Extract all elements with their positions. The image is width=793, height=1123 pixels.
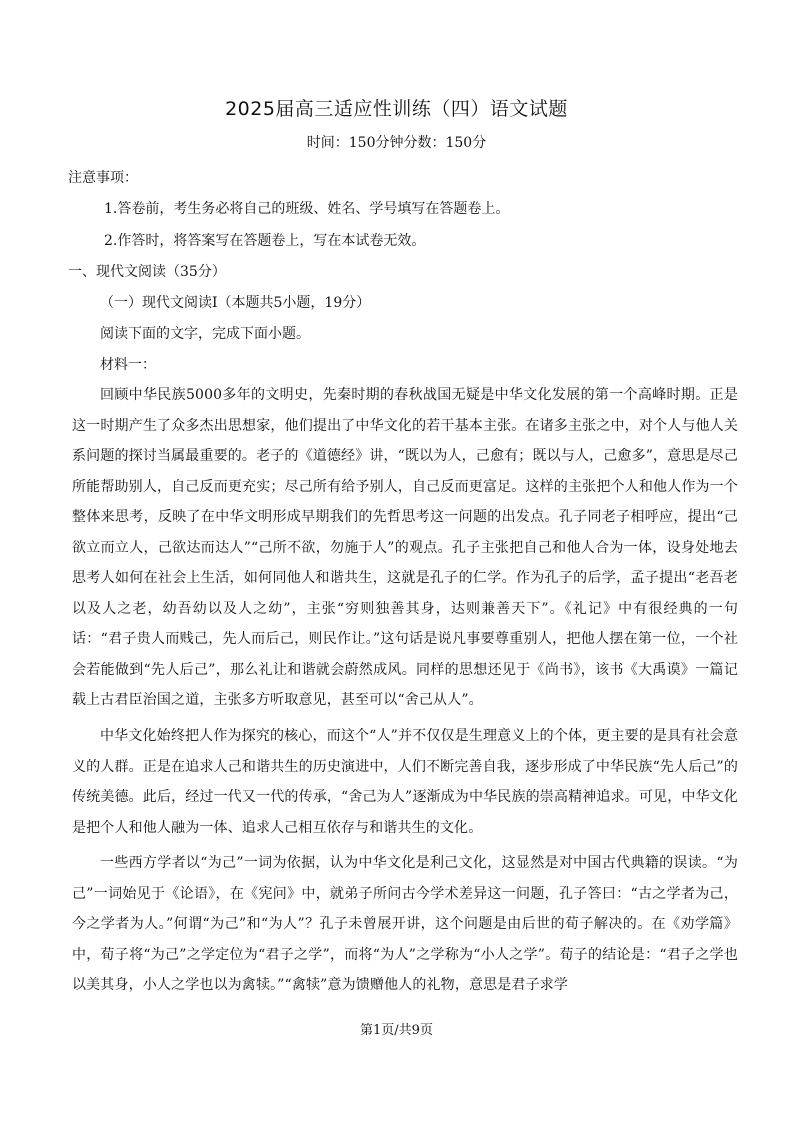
reading-instruction: 阅读下面的文字，完成下面小题。 xyxy=(100,326,310,342)
material-paragraph-3: 一些西方学者以“为己”一词为依据，认为中华文化是利己文化，这显然是对中国古代典籍的误读。“为己”一词始见于《论语》，在《宪问》中，就弟子所问古今学术差异这一问题，孔子答曰：“古之学者为己，今之学者为人。”何谓“为己”和“为人”？孔子未曾展开讲，这个问题是由后世的荀子解决的。在《劝学篇》中，荀子将“为己”之学定位为“君子之学”，而将“为人”之学称为“小人之学”。荀子的结论是：“君子之学也以美其身，小人之学也以为禽犊。”“禽犊”意为馈赠他人的礼物，意思是君子求学 xyxy=(72,855,738,993)
notice-heading: 注意事项： xyxy=(68,170,138,186)
material-paragraph-2: 中华文化始终把人作为探究的核心，而这个“人”并不仅仅是生理意义上的个体，更主要的是具有社会意义的人群。正是在追求人己和谐共生的历史演进中，人们不断完善自我，逐步形成了中华民族“先人后己”的传统美德。此后，经过一代又一代的传承，“舍己为人”逐渐成为中华民族的崇高精神追求。可见，中华文化是把个人和他人融为一体、追求人己相互依存与和谐共生的文化。 xyxy=(72,728,738,836)
page-number: 第1页/共9页 xyxy=(360,1023,433,1038)
exam-time-score: 时间：150分钟分数：150分 xyxy=(306,135,487,151)
notice-item-2: 2.作答时，将答案写在答题卷上，写在本试卷无效。 xyxy=(104,233,426,249)
page-title: 2025届高三适应性训练（四）语文试题 xyxy=(225,98,568,120)
material-paragraph-1: 回顾中华民族5000多年的文明史，先秦时期的春秋战国无疑是中华文化发展的第一个高峰时期。正是这一时期产生了众多杰出思想家，他们提出了中华文化的若干基本主张。在诸多主张之中，对个人与他人关系问题的探讨当属最重要的。老子的《道德经》讲，“既以为人，己愈有；既以与人，己愈多”，意思是尽己所能帮助别人，自己反而更充实；尽己所有给予别人，自己反而更富足。这样的主张把个人和他人作为一个整体来思考，反映了在中华文明形成早期我们的先哲思考这一问题的出发点。孔子同老子相呼应，提出“己欲立而立人，己欲达而达人”“己所不欲，勿施于人”的观点。孔子主张把自己和他人合为一体，设身处地去思考人如何在社会上生活，如何同他人和谐共生，这就是孔子的仁学。作为孔子的后学，孟子提出“老吾老以及人之老，幼吾幼以及人之幼”，主张“穷则独善其身，达则兼善天下”。《礼记》中有很经典的一句话：“君子贵人而贱己，先人而后己，则民作让。”这句话是说凡事要尊重别人，把他人摆在第一位，一个社会若能做到“先人后己”，那么礼让和谐就会蔚然成风。同样的思想还见于《尚书》，该书《大禹谟》一篇记载上古君臣治国之道，主张多方听取意见，甚至可以“舍己从人”。 xyxy=(72,387,738,708)
notice-item-1: 1.答卷前，考生务必将自己的班级、姓名、学号填写在答题卷上。 xyxy=(104,201,510,217)
material-label: 材料一： xyxy=(100,357,156,373)
subsection-heading-1: （一）现代文阅读Ⅰ（本题共5小题，19分） xyxy=(100,295,371,311)
section-heading-1: 一、现代文阅读（35分） xyxy=(68,264,226,280)
